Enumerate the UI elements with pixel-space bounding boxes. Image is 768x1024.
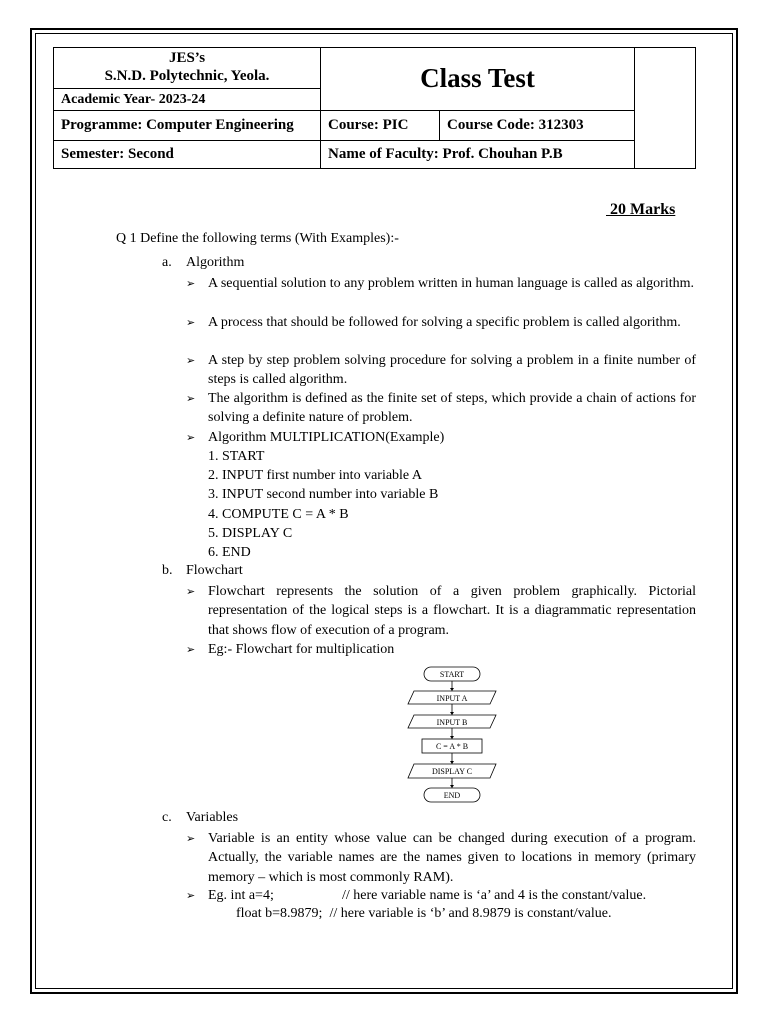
- start-label: START: [439, 670, 465, 679]
- section-letter: b.: [162, 563, 173, 578]
- list-item: [186, 428, 696, 447]
- arrow-bullet-icon: ➢: [186, 585, 196, 598]
- compute-label: C = A * B: [435, 742, 469, 751]
- total-marks: [606, 201, 675, 219]
- programme: Programme: Computer Engineering: [54, 110, 321, 140]
- blank-cell: [635, 48, 696, 168]
- bullet-text: A step by step problem solving procedure for solving a problem in a finite number of steps is called algorithm.: [208, 353, 696, 388]
- question-heading: Q 1 Define the following terms (With Examples):-: [116, 231, 399, 246]
- example-line-2: [236, 906, 611, 922]
- section-title: Algorithm: [186, 255, 245, 270]
- course: Course: PIC: [321, 110, 440, 140]
- bullet-text: The algorithm is defined as the finite set of steps, which provide a chain of actions for solving a definite nature of problem.: [208, 391, 696, 426]
- section-title: Flowchart: [186, 563, 243, 578]
- arrow-bullet-icon: ➢: [186, 392, 196, 405]
- list-item: [186, 351, 696, 390]
- institute-name: [54, 48, 321, 88]
- arrow-bullet-icon: ➢: [186, 316, 196, 329]
- bullet-text: Flowchart represents the solution of a given problem graphically. Pictorial representation of the logical steps is a flowchart. It is a diagrammatic representation that shows flow of execution of a program.: [208, 584, 696, 638]
- algorithm-step: 6. END: [208, 545, 251, 561]
- flowchart-svg: [400, 664, 510, 809]
- arrow-bullet-icon: ➢: [186, 889, 196, 902]
- bullet-text: Eg:- Flowchart for multiplication: [208, 642, 395, 657]
- example-comment: // here variable is ‘b’ and 8.9879 is constant/value.: [329, 906, 612, 921]
- section-flowchart-heading: [162, 563, 243, 579]
- arrow-head-icon: [450, 736, 454, 739]
- bullet-text: Variable is an entity whose value can be changed during execution of a program. Actually, the variable names are the names given to locations in memory (primary memory – which is most commonly RAM).: [208, 831, 696, 885]
- header-table: [53, 47, 696, 169]
- institute-line1: JES’s: [168, 50, 206, 66]
- list-item: [186, 389, 696, 428]
- arrow-bullet-icon: ➢: [186, 277, 196, 290]
- list-item: [186, 274, 696, 293]
- display-label: DISPLAY C: [431, 767, 473, 776]
- list-item: [186, 313, 696, 332]
- section-letter: c.: [162, 810, 172, 825]
- section-title: Variables: [186, 810, 239, 825]
- section-algorithm-heading: [162, 255, 244, 271]
- arrow-head-icon: [450, 688, 454, 691]
- institute-line2: S.N.D. Polytechnic, Yeola.: [104, 68, 270, 84]
- total-marks-text: 20 Marks: [610, 201, 676, 218]
- arrow-bullet-icon: ➢: [186, 832, 196, 845]
- algorithm-step: 3. INPUT second number into variable B: [208, 487, 439, 503]
- bullet-text: A sequential solution to any problem written in human language is called as algorithm.: [208, 276, 695, 291]
- section-letter: a.: [162, 255, 172, 270]
- arrow-bullet-icon: ➢: [186, 354, 196, 367]
- example-line-1: [208, 886, 696, 905]
- bullet-text: Algorithm MULTIPLICATION(Example): [208, 430, 445, 445]
- arrow-head-icon: [450, 712, 454, 715]
- multiplication-flowchart: [400, 664, 510, 809]
- list-item: [186, 829, 696, 887]
- semester: Semester: Second: [54, 140, 321, 168]
- algorithm-step: 1. START: [208, 449, 265, 464]
- algorithm-step: 4. COMPUTE C = A * B: [208, 506, 349, 522]
- arrow-bullet-icon: ➢: [186, 643, 196, 656]
- example-code: float b=8.9879;: [236, 906, 323, 921]
- list-item: [186, 886, 696, 905]
- arrow-head-icon: [450, 761, 454, 764]
- algorithm-steps: [208, 447, 438, 562]
- course-code: Course Code: 312303: [440, 110, 635, 140]
- algorithm-step: 5. DISPLAY C: [208, 525, 293, 541]
- algorithm-step: 2. INPUT first number into variable A: [208, 468, 422, 484]
- arrow-head-icon: [450, 785, 454, 788]
- section-variables-heading: [162, 810, 238, 826]
- list-item: [186, 640, 696, 659]
- arrow-bullet-icon: ➢: [186, 431, 196, 444]
- bullet-text: A process that should be followed for solving a specific problem is called algorithm.: [208, 315, 681, 330]
- example-code: Eg. int a=4;: [208, 888, 274, 903]
- faculty-name: Name of Faculty: Prof. Chouhan P.B: [321, 140, 635, 168]
- input-a-label: INPUT A: [436, 694, 468, 703]
- list-item: [186, 582, 696, 640]
- page-title: Class Test: [321, 48, 635, 110]
- example-comment: // here variable name is ‘a’ and 4 is the constant/value.: [342, 888, 647, 903]
- academic-year: Academic Year- 2023-24: [54, 88, 321, 110]
- end-label: END: [443, 791, 461, 800]
- input-b-label: INPUT B: [436, 718, 468, 727]
